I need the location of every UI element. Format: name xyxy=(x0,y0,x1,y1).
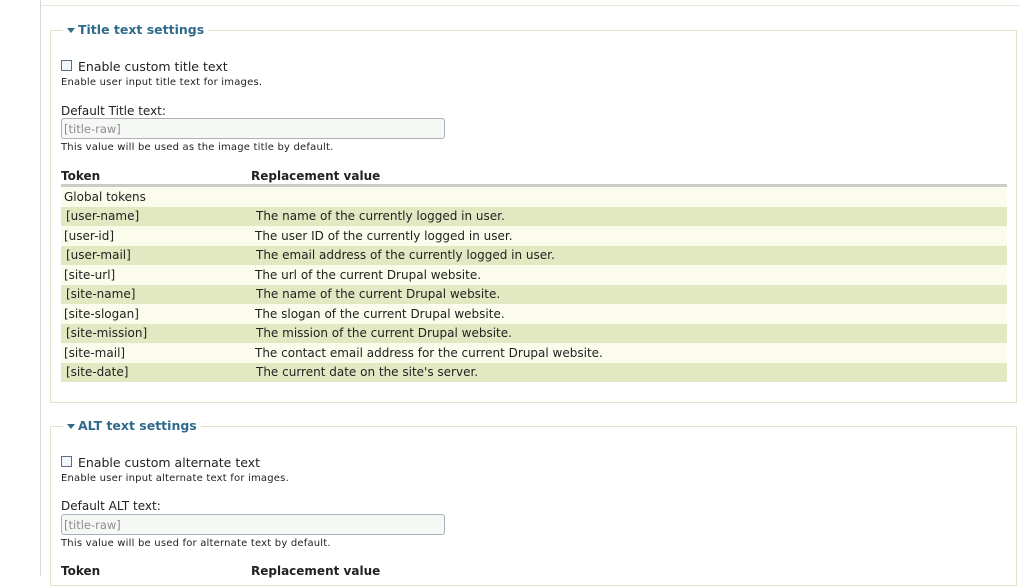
replacement-column-header: Replacement value xyxy=(251,564,381,578)
enable-custom-alternate-text-label[interactable]: Enable custom alternate text xyxy=(78,455,261,470)
default-title-text-description: This value will be used as the image title by default. xyxy=(61,142,334,153)
enable-custom-alternate-text-checkbox[interactable] xyxy=(61,456,72,467)
replacement-column-header: Replacement value xyxy=(251,169,381,183)
replacement-cell: The slogan of the current Drupal website. xyxy=(255,307,505,321)
token-cell: [site-mail] xyxy=(64,346,126,360)
table-header-rule xyxy=(61,184,1007,187)
table-row xyxy=(61,265,1007,285)
table-row xyxy=(61,343,1007,363)
token-cell: [site-mission] xyxy=(66,326,148,340)
table-row xyxy=(61,304,1007,324)
enable-custom-title-text-checkbox[interactable] xyxy=(61,60,72,71)
replacement-cell: The name of the current Drupal website. xyxy=(256,287,501,301)
replacement-cell: The current date on the site's server. xyxy=(256,365,479,379)
table-row xyxy=(61,226,1007,246)
default-title-text-label: Default Title text: xyxy=(61,104,166,118)
table-group-label: Global tokens xyxy=(64,190,146,204)
token-cell: [site-name] xyxy=(66,287,136,301)
token-column-header: Token xyxy=(61,169,101,183)
alt-text-settings-fieldset xyxy=(50,418,1017,586)
table-group-row xyxy=(61,188,1007,207)
title-text-settings-legend[interactable] xyxy=(63,22,208,38)
replacement-cell: The email address of the currently logged in user. xyxy=(256,248,555,262)
token-cell: [site-date] xyxy=(66,365,129,379)
default-alt-text-label: Default ALT text: xyxy=(61,499,161,513)
title-text-settings-legend-label: Title text settings xyxy=(78,22,205,37)
replacement-cell: The user ID of the currently logged in user. xyxy=(255,229,513,243)
default-title-text-input[interactable] xyxy=(61,118,445,139)
caret-down-icon xyxy=(67,424,75,429)
table-row xyxy=(61,363,1007,382)
token-cell: [site-slogan] xyxy=(64,307,139,321)
table-row xyxy=(61,246,1007,265)
alt-text-settings-legend[interactable] xyxy=(63,418,201,434)
caret-down-icon xyxy=(67,28,75,33)
token-cell: [user-name] xyxy=(66,209,140,223)
table-row xyxy=(61,285,1007,304)
replacement-cell: The mission of the current Drupal website. xyxy=(256,326,512,340)
replacement-cell: The url of the current Drupal website. xyxy=(255,268,482,282)
replacement-cell: The name of the currently logged in user. xyxy=(256,209,505,223)
enable-custom-alternate-text-description: Enable user input alternate text for images. xyxy=(61,473,289,484)
enable-custom-title-text-description: Enable user input title text for images. xyxy=(61,77,263,88)
alt-text-settings-legend-label: ALT text settings xyxy=(78,418,197,433)
default-alt-text-input[interactable] xyxy=(61,514,445,535)
token-cell: [user-id] xyxy=(64,229,115,243)
table-row xyxy=(61,207,1007,226)
token-column-header: Token xyxy=(61,564,101,578)
page-left-border xyxy=(40,0,41,576)
replacement-cell: The contact email address for the current Drupal website. xyxy=(255,346,603,360)
token-cell: [site-url] xyxy=(64,268,116,282)
default-alt-text-description: This value will be used for alternate text by default. xyxy=(61,538,331,549)
previous-section-edge xyxy=(40,0,1020,6)
enable-custom-title-text-label[interactable]: Enable custom title text xyxy=(78,59,228,74)
token-cell: [user-mail] xyxy=(66,248,131,262)
table-row xyxy=(61,324,1007,343)
